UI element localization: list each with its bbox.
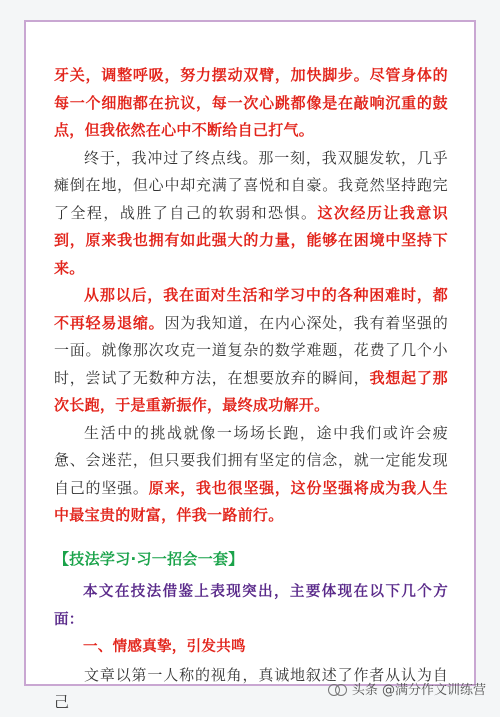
essay-paragraphs xyxy=(54,62,448,530)
essay-paragraph xyxy=(54,62,448,145)
point-title: 一、情感真挚，引发共鸣 xyxy=(83,639,246,655)
paragraph-text: 终于，我冲过了终点线。那一刻，我双腿发软，几乎瘫倒在地，但心中却充满了喜悦和自豪。我竟然坚持跑完了全程，战胜了自己的软弱和恐惧。 xyxy=(54,148,448,222)
paragraph-text: 生活中的挑战就像一场场长跑，途中我们或许会疲惫、会迷茫，但只要我们拥有坚定的信念，就一定能发现自己的坚强。 xyxy=(54,423,448,497)
highlighted-text: 我想起了那次长跑，于是重新振作，最终成功解开。 xyxy=(54,368,448,414)
section-intro: 本文在技法借鉴上表现突出，主要体现在以下几个方面： xyxy=(54,584,448,628)
paragraph-text: 因为我知道，在内心深处，我有着坚强的一面。就像那次攻克一道复杂的数学难题，花费了几个小时，尝试了无数种方法，在想要放弃的瞬间， xyxy=(54,313,448,387)
highlighted-text: 从那以后，我在面对生活和学习中的各种困难时，都不再轻易退缩。 xyxy=(54,286,448,332)
watermark xyxy=(328,679,486,698)
highlighted-text: 牙关，调整呼吸，努力摆动双臂，加快脚步。尽管身体的每一个细胞都在抗议，每一次心跳都像是在敲响沉重的鼓点，但我依然在心中不断给自己打气。 xyxy=(54,66,448,139)
final-paragraph: 文章以第一人称的视角，真诚地叙述了作者从认为自己 xyxy=(54,665,448,711)
toutiao-logo-icon xyxy=(328,682,346,696)
section-title: 【技法学习·习一招会一套】 xyxy=(54,549,244,568)
essay-paragraph xyxy=(54,145,448,283)
article-body xyxy=(54,62,448,717)
essay-paragraph xyxy=(54,420,448,530)
watermark-text: 头条 @满分作文训练营 xyxy=(351,683,486,698)
essay-paragraph xyxy=(54,282,448,420)
highlighted-text: 原来，我也很坚强，这份坚强将成为我人生中最宝贵的财富，伴我一路前行。 xyxy=(54,478,448,524)
highlighted-text: 这次经历让我意识到，原来我也拥有如此强大的力量，能够在困境中坚持下来。 xyxy=(54,203,448,277)
